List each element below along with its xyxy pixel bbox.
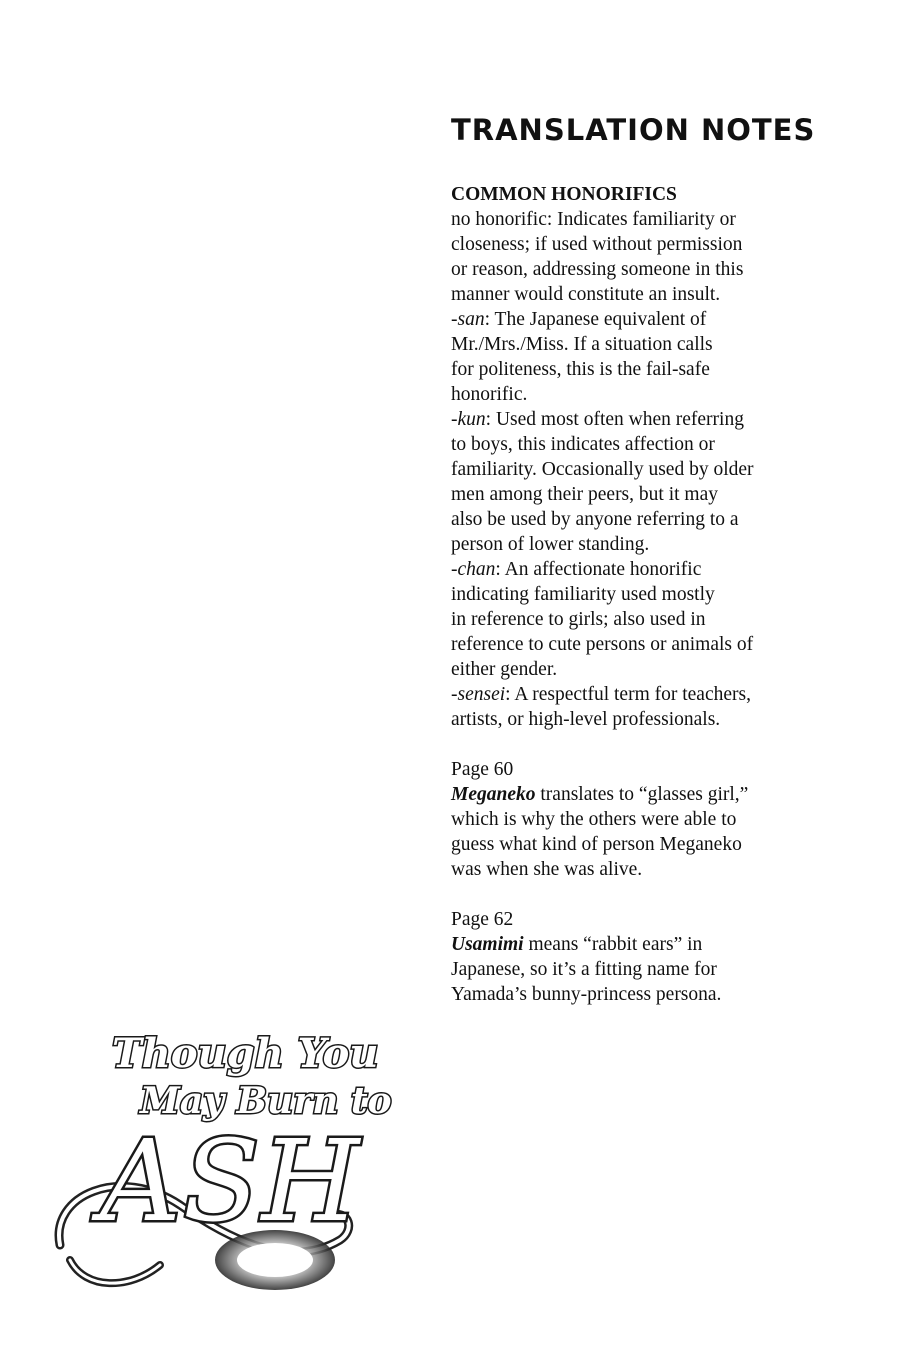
- entry-text: means “rabbit ears” in: [523, 934, 703, 955]
- entry-line: Mr./Mrs./Miss. If a situation calls: [451, 334, 713, 355]
- entry-line: either gender.: [451, 659, 558, 680]
- translation-notes: [451, 112, 871, 1007]
- entry-line: [451, 932, 871, 957]
- entry-line: Yamada’s bunny-princess persona.: [451, 984, 722, 1005]
- entry-line: honorific.: [451, 384, 528, 405]
- entry-line: which is why the others were able to: [451, 809, 737, 830]
- entry-line: for politeness, this is the fail-safe: [451, 359, 710, 380]
- page-note-62: [451, 907, 871, 1007]
- entry-line: manner would constitute an insult.: [451, 284, 721, 305]
- entry-line: [451, 782, 871, 807]
- entry-line: or reason, addressing someone in this: [451, 259, 744, 280]
- entry-line: in reference to girls; also used in: [451, 609, 706, 630]
- note-term: Meganeko: [451, 784, 536, 805]
- entry-line: guess what kind of person Meganeko: [451, 834, 742, 855]
- entry-line: also be used by anyone referring to a: [451, 509, 739, 530]
- entry-line: [451, 407, 871, 432]
- entry-line: men among their peers, but it may: [451, 484, 718, 505]
- entry-line: reference to cute persons or animals of: [451, 634, 754, 655]
- entry-line: [451, 307, 871, 332]
- entry-line: Japanese, so it’s a fitting name for: [451, 959, 717, 980]
- honorifics-heading: COMMON HONORIFICS: [451, 184, 677, 205]
- page-number: Page 60: [451, 759, 514, 780]
- entry-line: [451, 682, 871, 707]
- honorific-term: -kun: [451, 409, 486, 430]
- honorific-term: -san: [451, 309, 485, 330]
- honorific-entry-chan: [451, 557, 871, 682]
- logo-line-3: ASH: [100, 1117, 362, 1247]
- entry-line: was when she was alive.: [451, 859, 643, 880]
- entry-text: : The Japanese equivalent of: [484, 309, 707, 330]
- honorific-entry-none: [451, 207, 871, 307]
- series-logo-art: [40, 1015, 392, 1305]
- notes-title: TRANSLATION NOTES: [451, 113, 816, 147]
- entry-text: translates to “glasses girl,”: [535, 784, 749, 805]
- logo-line-1: Though You: [112, 1030, 379, 1077]
- entry-line: [451, 557, 871, 582]
- honorific-term: -chan: [451, 559, 496, 580]
- logo-line-2: May Burn to: [140, 1080, 392, 1122]
- spacer: [451, 882, 871, 907]
- entry-line: to boys, this indicates affection or: [451, 434, 715, 455]
- entry-line: closeness; if used without permission: [451, 234, 743, 255]
- entry-line: artists, or high-level professionals.: [451, 709, 721, 730]
- entry-text: : An affectionate honorific: [495, 559, 702, 580]
- entry-line: person of lower standing.: [451, 534, 650, 555]
- entry-text: : Used most often when referring: [485, 409, 744, 430]
- page-note-60: [451, 757, 871, 882]
- honorific-entry-kun: [451, 407, 871, 557]
- honorific-entry-san: [451, 307, 871, 407]
- honorific-entry-sensei: [451, 682, 871, 732]
- page-number: Page 62: [451, 909, 514, 930]
- entry-line: indicating familiarity used mostly: [451, 584, 715, 605]
- entry-text: : A respectful term for teachers,: [505, 684, 751, 705]
- spacer: [451, 732, 871, 757]
- note-term: Usamimi: [451, 934, 524, 955]
- entry-line: familiarity. Occasionally used by older: [451, 459, 754, 480]
- honorific-term: -sensei: [451, 684, 506, 705]
- series-logo: [40, 1015, 392, 1305]
- entry-line: no honorific: Indicates familiarity or: [451, 209, 736, 230]
